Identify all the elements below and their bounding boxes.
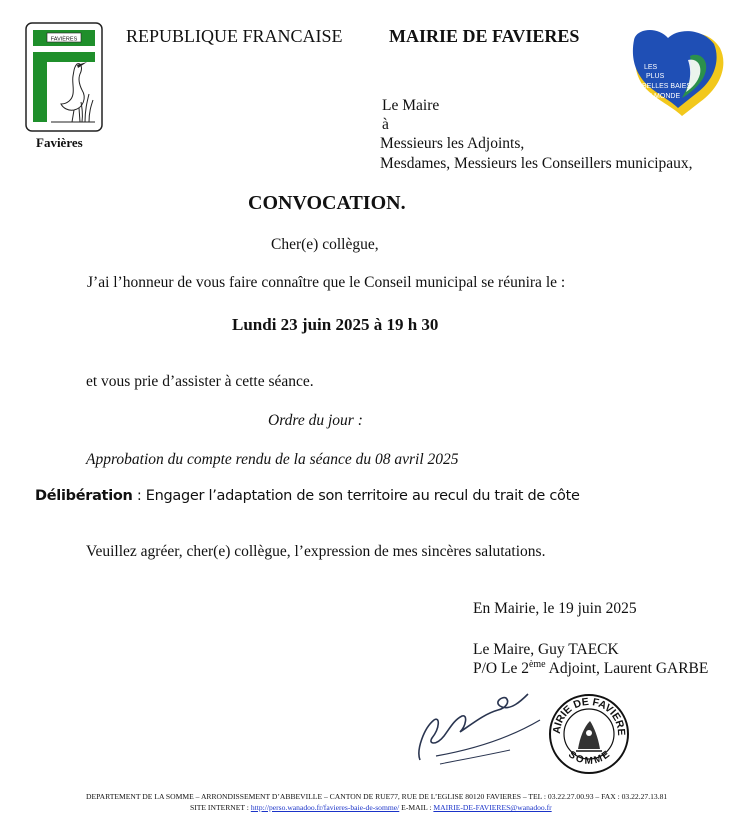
heart-line-3: BELLES BAIES (642, 83, 692, 90)
site-link[interactable]: http://perso.wanadoo.fr/favieres-baie-de-somme/ (250, 803, 400, 812)
assist-text: et vous prie d’assister à cette séance. (86, 373, 314, 390)
agenda-title: Ordre du jour : (268, 412, 363, 429)
site-label: SITE INTERNET : (190, 803, 251, 812)
recipient-line: Mesdames, Messieurs les Conseillers municipaux, (380, 155, 693, 172)
svg-text:MAIRIE DE FAVIERES: AIRIE DE FAVIERE (550, 695, 628, 736)
footer-address: DEPARTEMENT DE LA SOMME – ARRONDISSEMENT D’ABBEVILLE – CANTON DE RUE77, RUE DE L’EGLISE 80120 FAVIERES – TEL : 03.22.27.00.93 – FAX : 03.22.27.13.81 (86, 792, 668, 801)
signature (410, 680, 555, 770)
svg-text:SOMME: SOMME (566, 749, 612, 767)
heart-logo-icon (630, 26, 728, 122)
place-date: En Mairie, le 19 juin 2025 (473, 600, 637, 617)
signatory-line: Le Maire, Guy TAECK (473, 641, 619, 658)
deliberation-label: Délibération (35, 488, 133, 504)
heart-line-1: LES (644, 64, 658, 71)
agenda-item: Approbation du compte rendu de la séance du 08 avril 2025 (86, 451, 459, 468)
recipient-line: à (382, 116, 389, 133)
delegate-prefix: P/O Le 2 (473, 660, 529, 678)
recipient-line: Messieurs les Adjoints, (380, 135, 525, 152)
delegate-sup: ème (528, 659, 546, 670)
letter-title: CONVOCATION. (248, 192, 406, 214)
delegate-name: Adjoint, Laurent GARBE (545, 660, 709, 678)
heart-line-4: DU MONDE (642, 93, 681, 100)
signatory-delegate (473, 659, 708, 678)
email-link[interactable]: MAIRIE-DE-FAVIERES@wanadoo.fr (433, 803, 552, 812)
footer-contact (190, 803, 552, 812)
heart-line-2: PLUS (646, 73, 665, 80)
salutation: Cher(e) collègue, (271, 236, 379, 253)
heart-logo (630, 26, 728, 122)
recipient-line: Le Maire (382, 97, 440, 114)
header-mairie: MAIRIE DE FAVIERES (389, 26, 580, 46)
deliberation-text: : Engager l’adaptation de son territoire au recul du trait de côte (132, 488, 580, 504)
meeting-date: Lundi 23 juin 2025 à 19 h 30 (232, 315, 439, 334)
email-label: E-MAIL : (399, 803, 434, 812)
closing-text: Veuillez agréer, cher(e) collègue, l’expression de mes sincères salutations. (86, 543, 546, 560)
heron-crest-icon (25, 22, 103, 132)
intro-text: J’ai l’honneur de vous faire connaître que le Conseil municipal se réunira le : (87, 274, 566, 291)
mairie-stamp (548, 693, 630, 775)
mairie-stamp-icon (548, 693, 630, 775)
header-republique: REPUBLIQUE FRANCAISE (126, 26, 343, 46)
svg-text:FAVIÈRES: FAVIÈRES (50, 36, 78, 43)
deliberation-line (35, 488, 580, 504)
commune-logo (25, 22, 103, 132)
handwritten-signature-icon (410, 680, 555, 770)
logo-caption: Favières (36, 135, 83, 150)
